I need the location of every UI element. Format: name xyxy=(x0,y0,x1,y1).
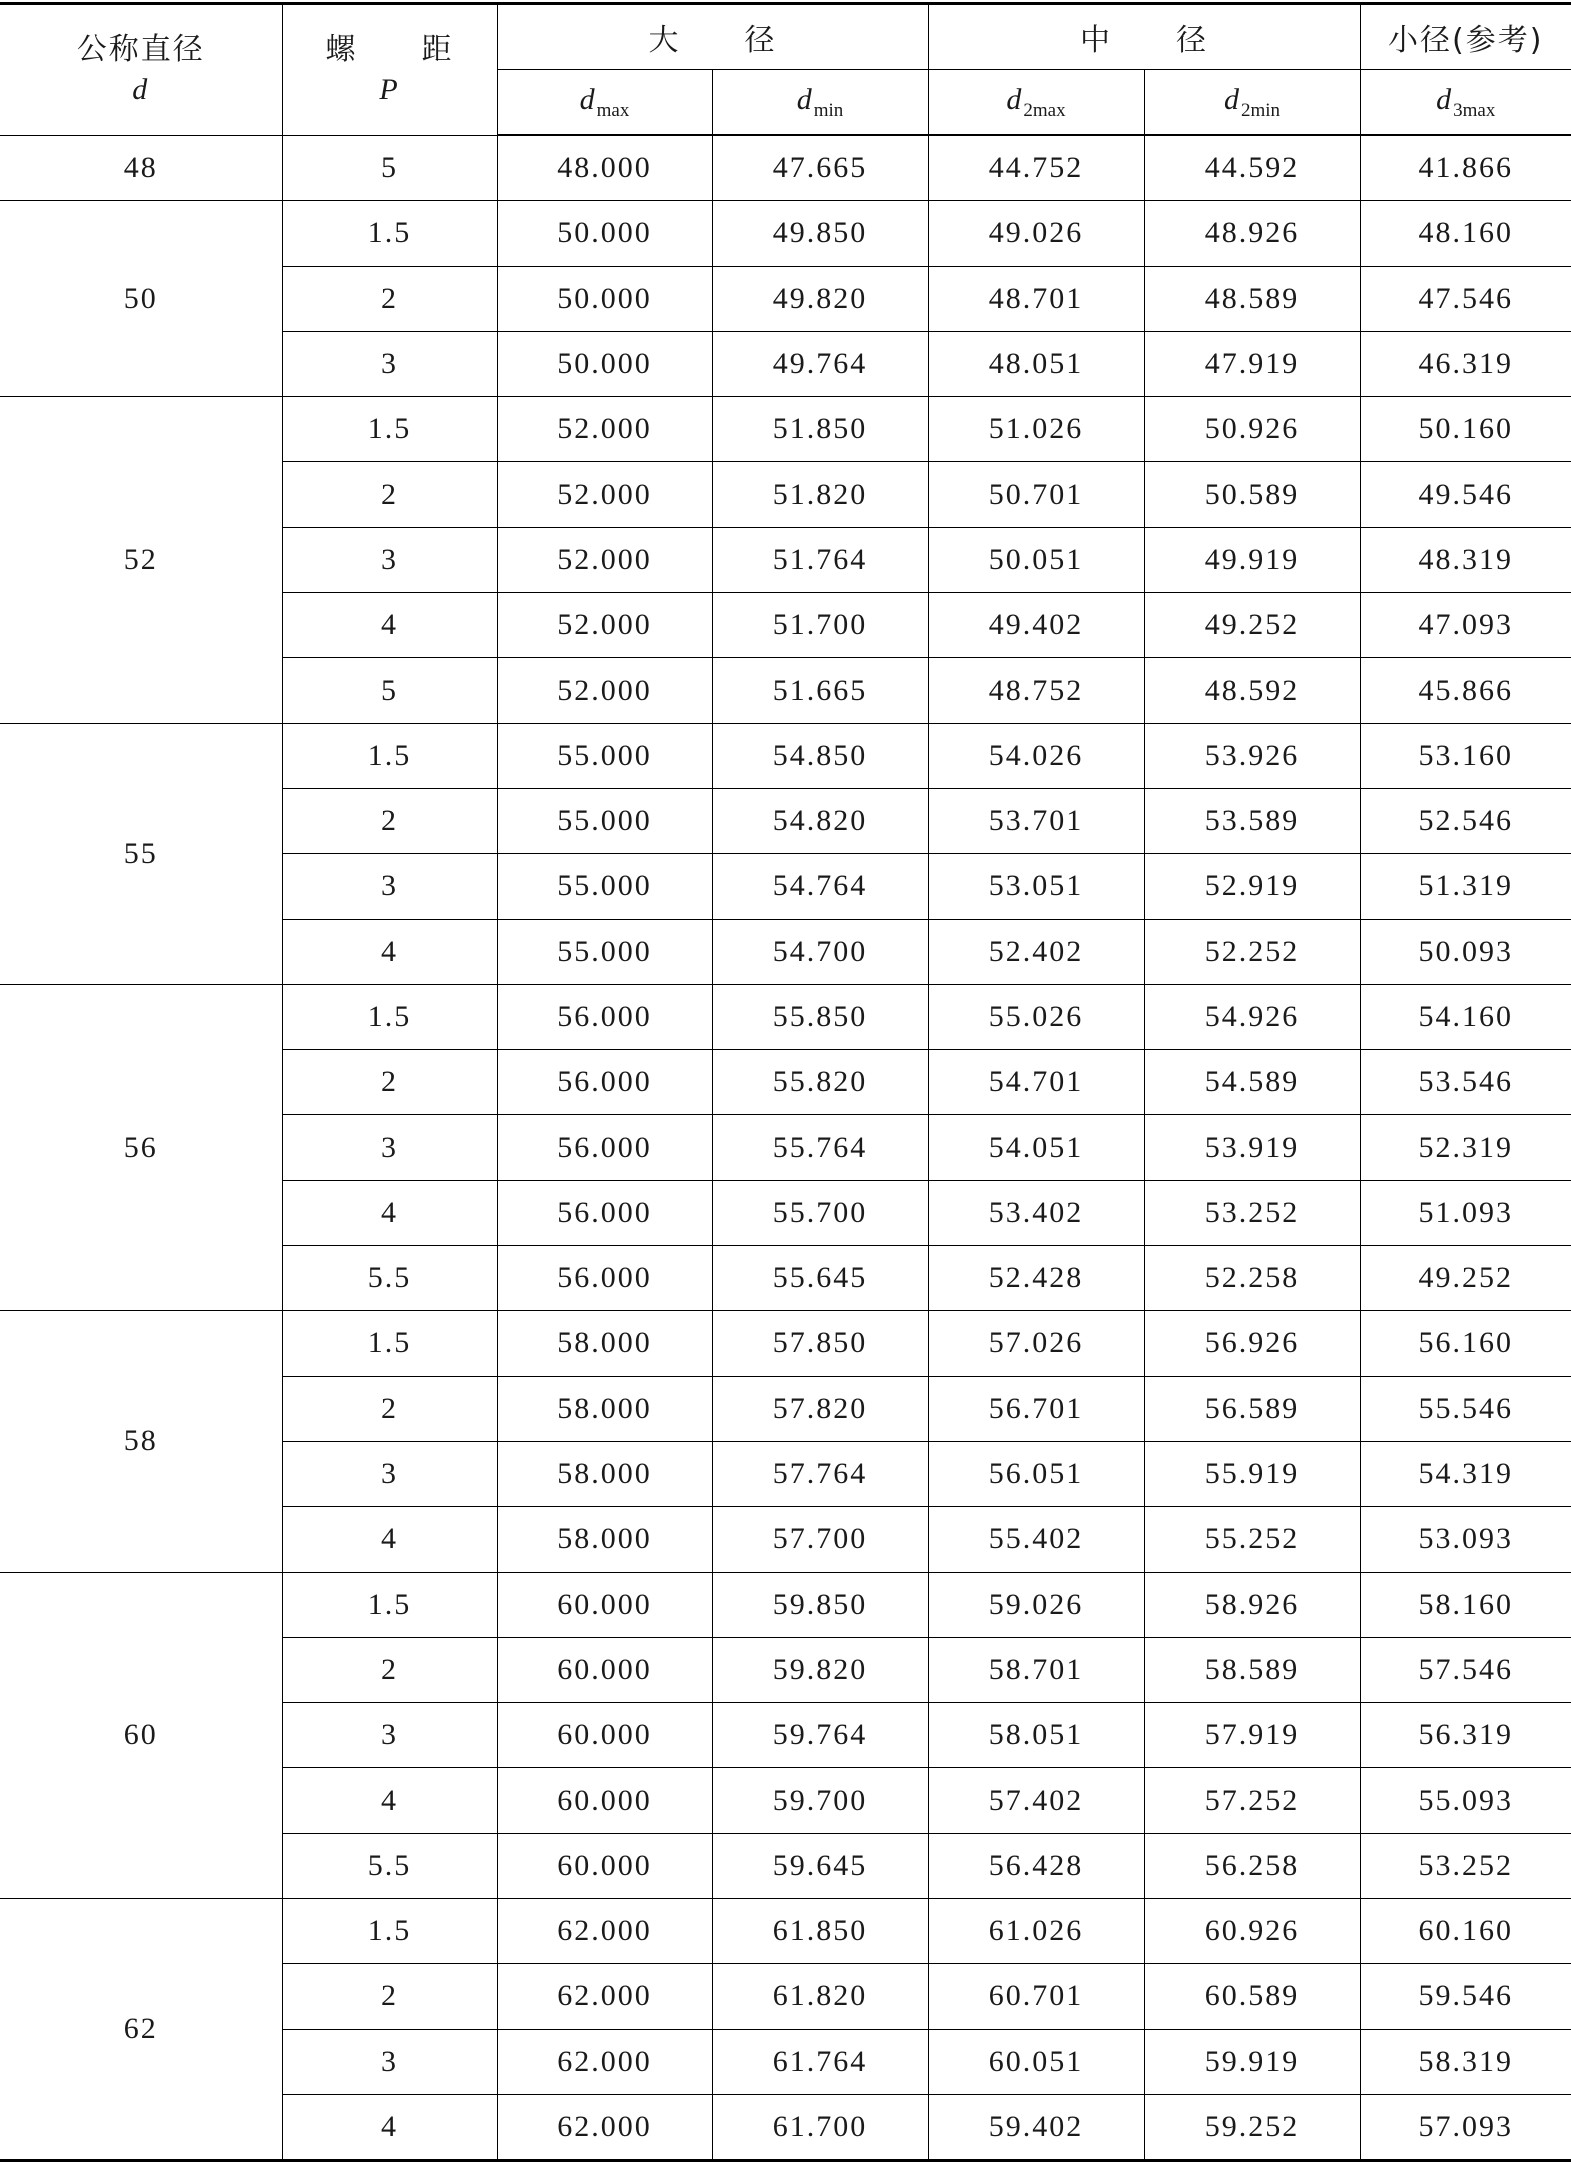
d-max-header: $d_{max}$ xyxy=(497,70,712,136)
pitch-cell: 4 xyxy=(282,1768,497,1833)
d-max-cell: 52.000 xyxy=(497,462,712,527)
d2-min-cell: 52.258 xyxy=(1144,1246,1360,1311)
nominal-diameter-cell: 58 xyxy=(0,1311,282,1572)
pitch-header xyxy=(282,4,497,136)
d-min-cell: 55.764 xyxy=(712,1115,928,1180)
d-max-cell: 52.000 xyxy=(497,658,712,723)
d-min-cell: 51.700 xyxy=(712,593,928,658)
d2-max-cell: 54.026 xyxy=(928,723,1144,788)
d2-max-cell: 50.051 xyxy=(928,527,1144,592)
d3-max-cell: 53.252 xyxy=(1360,1833,1571,1898)
pitch-cell: 5.5 xyxy=(282,1246,497,1311)
d-min-cell: 55.645 xyxy=(712,1246,928,1311)
d-max-cell: 60.000 xyxy=(497,1768,712,1833)
d3-max-cell: 45.866 xyxy=(1360,658,1571,723)
d-max-cell: 55.000 xyxy=(497,854,712,919)
d2-min-cell: 49.252 xyxy=(1144,593,1360,658)
d-max-cell: 62.000 xyxy=(497,2029,712,2094)
d3-max-cell: 53.160 xyxy=(1360,723,1571,788)
d2-max-cell: 56.701 xyxy=(928,1376,1144,1441)
d-min-cell: 59.645 xyxy=(712,1833,928,1898)
d-max-cell: 60.000 xyxy=(497,1833,712,1898)
pitch-cell: 1.5 xyxy=(282,201,497,266)
nominal-diameter-cell: 60 xyxy=(0,1572,282,1898)
d2-min-cell: 48.926 xyxy=(1144,201,1360,266)
pitch-cell: 2 xyxy=(282,1637,497,1702)
d3-max-cell: 53.093 xyxy=(1360,1507,1571,1572)
pitch-cell: 4 xyxy=(282,593,497,658)
d2-max-cell: 58.051 xyxy=(928,1703,1144,1768)
d2-max-cell: 50.701 xyxy=(928,462,1144,527)
table-header xyxy=(0,4,1571,136)
d3-max-cell: 59.546 xyxy=(1360,1964,1571,2029)
d-max-cell: 56.000 xyxy=(497,1246,712,1311)
d-min-cell: 55.850 xyxy=(712,984,928,1049)
d2-max-cell: 58.701 xyxy=(928,1637,1144,1702)
d3-max-cell: 52.319 xyxy=(1360,1115,1571,1180)
nominal-diameter-cell: 62 xyxy=(0,1899,282,2161)
d3-max-cell: 57.093 xyxy=(1360,2094,1571,2160)
d2-min-cell: 59.919 xyxy=(1144,2029,1360,2094)
d2-max-cell: 56.051 xyxy=(928,1441,1144,1506)
d3-max-header: $d_{3max}$ xyxy=(1360,70,1571,136)
d-min-cell: 61.850 xyxy=(712,1899,928,1964)
pitch-cell: 4 xyxy=(282,2094,497,2160)
pitch-cell: 1.5 xyxy=(282,1572,497,1637)
d3-max-cell: 53.546 xyxy=(1360,1050,1571,1115)
d2-min-cell: 57.252 xyxy=(1144,1768,1360,1833)
pitch-cell: 3 xyxy=(282,1115,497,1180)
d2-min-cell: 50.589 xyxy=(1144,462,1360,527)
d2-max-cell: 53.402 xyxy=(928,1180,1144,1245)
pitch-cell: 3 xyxy=(282,1703,497,1768)
d-max-cell: 62.000 xyxy=(497,1899,712,1964)
table-row xyxy=(0,397,1571,462)
pitch-cell: 2 xyxy=(282,462,497,527)
d2-min-cell: 53.252 xyxy=(1144,1180,1360,1245)
d2-max-cell: 53.051 xyxy=(928,854,1144,919)
d2-min-cell: 50.926 xyxy=(1144,397,1360,462)
pitch-cell: 2 xyxy=(282,1376,497,1441)
minor-diameter-header: 小径(参考) xyxy=(1360,4,1571,70)
nominal-diameter-cell: 52 xyxy=(0,397,282,723)
pitch-diameter-header: 中 径 xyxy=(928,4,1360,70)
d-min-cell: 57.850 xyxy=(712,1311,928,1376)
d-min-cell: 51.665 xyxy=(712,658,928,723)
d2-min-header: $d_{2min}$ xyxy=(1144,70,1360,136)
d2-max-cell: 48.051 xyxy=(928,331,1144,396)
d2-min-cell: 54.926 xyxy=(1144,984,1360,1049)
pitch-cell: 2 xyxy=(282,1964,497,2029)
d2-min-cell: 59.252 xyxy=(1144,2094,1360,2160)
d-min-header: $d_{min}$ xyxy=(712,70,928,136)
d2-max-cell: 54.701 xyxy=(928,1050,1144,1115)
d-min-cell: 54.820 xyxy=(712,788,928,853)
d2-min-cell: 44.592 xyxy=(1144,135,1360,201)
d3-max-cell: 48.319 xyxy=(1360,527,1571,592)
d2-min-cell: 47.919 xyxy=(1144,331,1360,396)
d-max-cell: 55.000 xyxy=(497,723,712,788)
d2-min-cell: 52.919 xyxy=(1144,854,1360,919)
pitch-cell: 5 xyxy=(282,135,497,201)
table-row xyxy=(0,201,1571,266)
d2-max-cell: 52.428 xyxy=(928,1246,1144,1311)
d-max-cell: 50.000 xyxy=(497,201,712,266)
table-row xyxy=(0,723,1571,788)
pitch-cell: 1.5 xyxy=(282,397,497,462)
d2-max-cell: 44.752 xyxy=(928,135,1144,201)
pitch-cell: 4 xyxy=(282,919,497,984)
d2-min-cell: 54.589 xyxy=(1144,1050,1360,1115)
d-min-cell: 51.764 xyxy=(712,527,928,592)
d2-min-cell: 48.592 xyxy=(1144,658,1360,723)
d3-max-cell: 54.319 xyxy=(1360,1441,1571,1506)
pitch-cell: 4 xyxy=(282,1507,497,1572)
pitch-cell: 2 xyxy=(282,1050,497,1115)
table-body xyxy=(0,135,1571,2161)
pitch-cell: 3 xyxy=(282,1441,497,1506)
d2-max-header: $d_{2max}$ xyxy=(928,70,1144,136)
d2-min-cell: 60.589 xyxy=(1144,1964,1360,2029)
d-max-cell: 56.000 xyxy=(497,1115,712,1180)
d-min-cell: 55.820 xyxy=(712,1050,928,1115)
d-min-cell: 57.700 xyxy=(712,1507,928,1572)
d-min-cell: 54.764 xyxy=(712,854,928,919)
d-min-cell: 49.764 xyxy=(712,331,928,396)
d-max-cell: 58.000 xyxy=(497,1507,712,1572)
d2-max-cell: 61.026 xyxy=(928,1899,1144,1964)
d2-max-cell: 49.026 xyxy=(928,201,1144,266)
d3-max-cell: 49.546 xyxy=(1360,462,1571,527)
d2-max-cell: 48.752 xyxy=(928,658,1144,723)
pitch-cell: 3 xyxy=(282,331,497,396)
d3-max-cell: 55.093 xyxy=(1360,1768,1571,1833)
pitch-cell: 3 xyxy=(282,854,497,919)
nominal-diameter-cell: 50 xyxy=(0,201,282,397)
pitch-cell: 5 xyxy=(282,658,497,723)
d2-max-cell: 53.701 xyxy=(928,788,1144,853)
pitch-cell: 4 xyxy=(282,1180,497,1245)
d2-min-cell: 57.919 xyxy=(1144,1703,1360,1768)
d2-max-cell: 56.428 xyxy=(928,1833,1144,1898)
d-min-cell: 61.700 xyxy=(712,2094,928,2160)
d3-max-cell: 58.319 xyxy=(1360,2029,1571,2094)
d-max-cell: 50.000 xyxy=(497,266,712,331)
d-max-cell: 55.000 xyxy=(497,788,712,853)
d3-max-cell: 48.160 xyxy=(1360,201,1571,266)
d-min-cell: 61.764 xyxy=(712,2029,928,2094)
d-min-cell: 51.850 xyxy=(712,397,928,462)
d2-max-cell: 57.402 xyxy=(928,1768,1144,1833)
pitch-cell: 1.5 xyxy=(282,1899,497,1964)
d3-max-cell: 50.093 xyxy=(1360,919,1571,984)
d-min-cell: 49.850 xyxy=(712,201,928,266)
table-row xyxy=(0,135,1571,201)
d-min-cell: 55.700 xyxy=(712,1180,928,1245)
pitch-label: 螺 距 xyxy=(325,31,454,67)
d2-max-cell: 48.701 xyxy=(928,266,1144,331)
d-min-cell: 51.820 xyxy=(712,462,928,527)
d3-max-cell: 57.546 xyxy=(1360,1637,1571,1702)
nominal-diameter-cell: 55 xyxy=(0,723,282,984)
d2-min-cell: 53.926 xyxy=(1144,723,1360,788)
pitch-cell: 2 xyxy=(282,266,497,331)
d-max-cell: 55.000 xyxy=(497,919,712,984)
pitch-cell: 1.5 xyxy=(282,1311,497,1376)
d2-max-cell: 55.402 xyxy=(928,1507,1144,1572)
d-max-cell: 62.000 xyxy=(497,1964,712,2029)
d2-max-cell: 55.026 xyxy=(928,984,1144,1049)
d2-max-cell: 54.051 xyxy=(928,1115,1144,1180)
d-min-cell: 54.700 xyxy=(712,919,928,984)
d-max-cell: 52.000 xyxy=(497,527,712,592)
d-max-cell: 56.000 xyxy=(497,984,712,1049)
d2-min-cell: 60.926 xyxy=(1144,1899,1360,1964)
d3-max-cell: 56.160 xyxy=(1360,1311,1571,1376)
d3-max-cell: 47.093 xyxy=(1360,593,1571,658)
d-min-cell: 59.764 xyxy=(712,1703,928,1768)
d2-max-cell: 60.051 xyxy=(928,2029,1144,2094)
nominal-diameter-symbol: d xyxy=(132,72,150,106)
d3-max-cell: 52.546 xyxy=(1360,788,1571,853)
d3-max-cell: 51.319 xyxy=(1360,854,1571,919)
d-max-cell: 58.000 xyxy=(497,1311,712,1376)
d2-min-cell: 58.589 xyxy=(1144,1637,1360,1702)
pitch-cell: 3 xyxy=(282,2029,497,2094)
d3-max-cell: 41.866 xyxy=(1360,135,1571,201)
major-diameter-header: 大 径 xyxy=(497,4,928,70)
d-max-cell: 62.000 xyxy=(497,2094,712,2160)
d-min-cell: 59.820 xyxy=(712,1637,928,1702)
d-min-cell: 59.700 xyxy=(712,1768,928,1833)
table-row xyxy=(0,1899,1571,1964)
d2-max-cell: 52.402 xyxy=(928,919,1144,984)
d3-max-cell: 47.546 xyxy=(1360,266,1571,331)
d2-min-cell: 56.926 xyxy=(1144,1311,1360,1376)
d2-min-cell: 52.252 xyxy=(1144,919,1360,984)
nominal-diameter-label: 公称直径 xyxy=(76,31,205,67)
pitch-cell: 1.5 xyxy=(282,723,497,788)
d2-max-cell: 57.026 xyxy=(928,1311,1144,1376)
d2-min-cell: 56.589 xyxy=(1144,1376,1360,1441)
d3-max-cell: 60.160 xyxy=(1360,1899,1571,1964)
d2-max-cell: 59.026 xyxy=(928,1572,1144,1637)
d3-max-cell: 56.319 xyxy=(1360,1703,1571,1768)
d2-max-cell: 49.402 xyxy=(928,593,1144,658)
pitch-symbol: P xyxy=(379,72,400,106)
table-row xyxy=(0,1311,1571,1376)
d-max-cell: 60.000 xyxy=(497,1572,712,1637)
pitch-cell: 5.5 xyxy=(282,1833,497,1898)
d2-min-cell: 53.919 xyxy=(1144,1115,1360,1180)
d3-max-cell: 51.093 xyxy=(1360,1180,1571,1245)
d2-max-cell: 59.402 xyxy=(928,2094,1144,2160)
d-min-cell: 54.850 xyxy=(712,723,928,788)
d2-min-cell: 56.258 xyxy=(1144,1833,1360,1898)
d2-min-cell: 49.919 xyxy=(1144,527,1360,592)
d-max-cell: 48.000 xyxy=(497,135,712,201)
d-max-cell: 50.000 xyxy=(497,331,712,396)
nominal-diameter-header xyxy=(0,4,282,136)
d-min-cell: 61.820 xyxy=(712,1964,928,2029)
d3-max-cell: 54.160 xyxy=(1360,984,1571,1049)
d2-min-cell: 53.589 xyxy=(1144,788,1360,853)
d-max-cell: 56.000 xyxy=(497,1050,712,1115)
nominal-diameter-cell: 48 xyxy=(0,135,282,201)
d3-max-cell: 58.160 xyxy=(1360,1572,1571,1637)
table-row xyxy=(0,1572,1571,1637)
d-min-cell: 47.665 xyxy=(712,135,928,201)
d-max-cell: 60.000 xyxy=(497,1637,712,1702)
d2-min-cell: 55.252 xyxy=(1144,1507,1360,1572)
pitch-cell: 2 xyxy=(282,788,497,853)
d3-max-cell: 49.252 xyxy=(1360,1246,1571,1311)
d-max-cell: 52.000 xyxy=(497,593,712,658)
d-max-cell: 52.000 xyxy=(497,397,712,462)
d2-min-cell: 58.926 xyxy=(1144,1572,1360,1637)
d3-max-cell: 50.160 xyxy=(1360,397,1571,462)
d-max-cell: 58.000 xyxy=(497,1376,712,1441)
d-max-cell: 56.000 xyxy=(497,1180,712,1245)
d3-max-cell: 55.546 xyxy=(1360,1376,1571,1441)
pitch-cell: 1.5 xyxy=(282,984,497,1049)
d-min-cell: 49.820 xyxy=(712,266,928,331)
pitch-cell: 3 xyxy=(282,527,497,592)
d2-min-cell: 55.919 xyxy=(1144,1441,1360,1506)
table-row xyxy=(0,984,1571,1049)
d2-min-cell: 48.589 xyxy=(1144,266,1360,331)
d-min-cell: 57.764 xyxy=(712,1441,928,1506)
d2-max-cell: 60.701 xyxy=(928,1964,1144,2029)
d3-max-cell: 46.319 xyxy=(1360,331,1571,396)
thread-dimension-table xyxy=(0,2,1571,2162)
d-min-cell: 59.850 xyxy=(712,1572,928,1637)
d2-max-cell: 51.026 xyxy=(928,397,1144,462)
d-min-cell: 57.820 xyxy=(712,1376,928,1441)
d-max-cell: 60.000 xyxy=(497,1703,712,1768)
d-max-cell: 58.000 xyxy=(497,1441,712,1506)
nominal-diameter-cell: 56 xyxy=(0,984,282,1310)
